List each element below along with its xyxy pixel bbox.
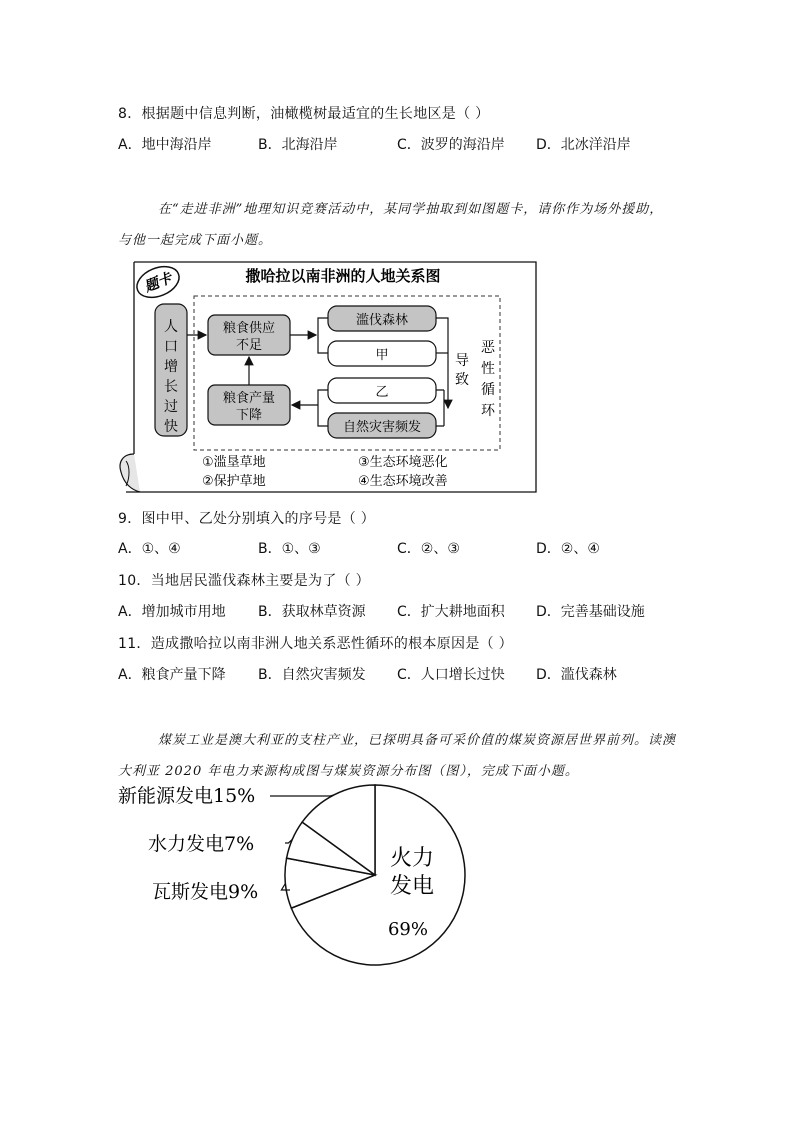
q11-option-b: B．自然灾害频发 [258,667,366,683]
legend-2: ②保护草地 [202,474,266,489]
vicious-char: 循 [481,382,495,398]
population-char: 长 [164,379,178,395]
food-drop-l1: 粮食产量 [222,391,276,406]
q8-stem: 8．根据题中信息判断，油橄榄树最适宜的生长地区是（ ） [118,106,490,122]
population-char: 增 [164,359,178,375]
intro2-line1: 煤炭工业是澳大利亚的支柱产业，已探明具备可采价值的煤炭资源居世界前列。读澳 [158,733,677,748]
lead-char: 导 [455,353,469,369]
pie-main-label-2: 发电 [389,874,435,899]
population-char: 口 [164,339,178,355]
pie-slice-label-3: 新能源发电15% [118,785,256,807]
pie-main-label-1: 火力 [389,846,435,871]
yi-label: 乙 [375,385,389,400]
question-card-diagram [118,258,538,496]
pie-slice-label-1: 瓦斯发电9% [152,881,259,903]
food-shortage-l1: 粮食供应 [222,321,276,336]
power-source-pie-chart [110,780,510,980]
scroll-curl [120,454,140,492]
q11-stem: 11．造成撒哈拉以南非洲人地关系恶性循环的根本原因是（ ） [118,636,513,652]
q10-stem: 10．当地居民滥伐森林主要是为了（ ） [118,573,370,589]
vicious-char: 恶 [481,340,495,356]
q11-option-a: A．粮食产量下降 [118,667,226,683]
pie-slice-label-2: 水力发电7% [148,833,255,855]
q8-option-c: C．波罗的海沿岸 [397,137,505,153]
q8-option-b: B．北海沿岸 [258,137,338,153]
population-char: 人 [164,319,178,335]
q9-option-d: D．②、④ [536,541,600,557]
diagram-title: 撒哈拉以南非洲的人地关系图 [245,267,441,285]
legend-1: ①滥垦草地 [202,455,266,470]
q9-stem: 9．图中甲、乙处分别填入的序号是（ ） [118,511,376,527]
q8-option-a: A．地中海沿岸 [118,137,212,153]
intro1-line2: 与他一起完成下面小题。 [118,233,273,248]
vicious-char: 性 [481,361,495,377]
deforest-label: 滥伐森林 [355,313,409,328]
q8-option-d: D．北冰洋沿岸 [536,137,631,153]
food-drop-l2: 下降 [235,408,263,423]
q10-option-c: C．扩大耕地面积 [397,604,505,620]
intro2-line2: 大利亚 2020 年电力来源构成图与煤炭资源分布图（图），完成下面小题。 [118,764,579,779]
vicious-char: 环 [481,403,495,419]
q11-option-d: D．滥伐森林 [536,667,617,683]
badge-text: 题卡 [142,270,175,296]
lead-char: 致 [455,372,469,388]
q9-option-a: A．①、④ [118,541,181,557]
intro1-line1: 在“走进非洲”地理知识竞赛活动中，某同学抽取到如图题卡，请你作为场外援助， [158,202,664,217]
q10-option-b: B．获取林草资源 [258,604,366,620]
pie-main-percent: 69% [387,919,429,940]
q9-option-b: B．①、③ [258,541,321,557]
food-shortage-l2: 不足 [235,338,263,353]
population-char: 过 [164,399,178,415]
q11-option-c: C．人口增长过快 [397,667,505,683]
legend-3: ③生态环境恶化 [358,455,448,470]
jia-label: 甲 [375,348,389,363]
badge-seal [132,261,183,303]
lead-label [455,353,469,388]
legend-4: ④生态环境改善 [358,474,448,489]
population-char: 快 [164,419,178,435]
q10-option-d: D．完善基础设施 [536,604,645,620]
pie-leader-line-3 [270,795,334,796]
q9-option-c: C．②、③ [397,541,460,557]
vicious-cycle-label [481,340,496,419]
disaster-label: 自然灾害频发 [342,420,422,435]
q10-option-a: A．增加城市用地 [118,604,226,620]
